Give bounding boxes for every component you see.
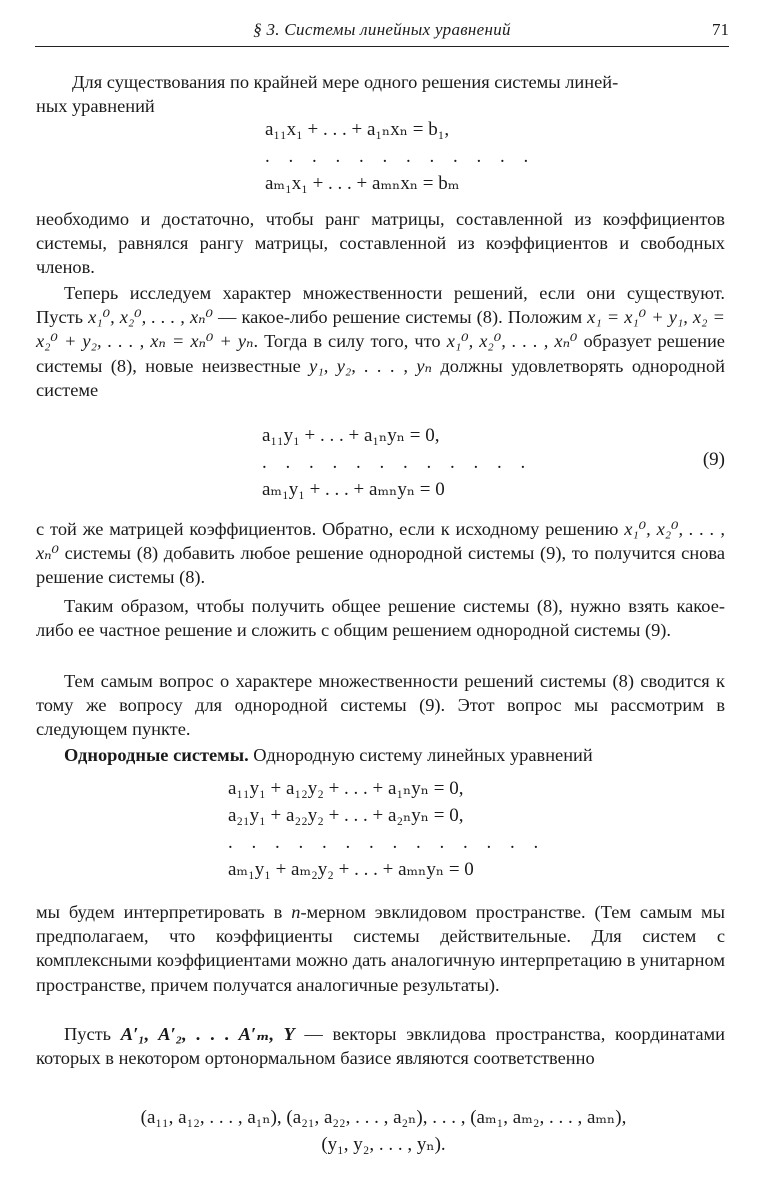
text-fragment: Теперь исследуем характер множественности решений, если они существуют. Пусть: [36, 283, 725, 328]
equation-row-last: aₘ₁y₁ + . . . + aₘₙyₙ = 0: [262, 479, 445, 500]
coordinate-tuples-row1: (a₁₁, a₁₂, . . . , a₁ₙ), (a₂₁, a₂₂, . . . , a₂ₙ), . . . , (aₘ₁, aₘ₂, . . . , aₘₙ),: [140, 1107, 627, 1128]
paragraph-existence-line2: ных уравнений: [36, 96, 155, 117]
page-number: 71: [712, 20, 729, 39]
equation-system-nonhomogeneous: [265, 116, 535, 197]
text-fragment: Однородную систему линейных уравнений: [253, 745, 593, 765]
section-title: § 3. Системы линейных уравнений: [253, 20, 511, 39]
text-fragment: . Тогда в силу того, что: [253, 331, 441, 352]
equation-system-homogeneous: [262, 422, 532, 503]
paragraph-reduction: Тем самым вопрос о характере множественности решений системы (8) сводится к тому же вопросу для однородной системы (9). Этот вопрос мы рассмотрим в следующем пункте.: [36, 671, 725, 740]
paragraph-vectors: [36, 1022, 725, 1070]
equation-dots-row: . . . . . . . . . . . . . .: [228, 832, 546, 853]
text-fragment: — векторы эвклидова пространства, координатами которых в некотором ортонормальном базисе являются соответственно: [36, 1024, 725, 1069]
equation-number-9: (9): [702, 449, 725, 470]
run-in-heading: Однородные системы.: [64, 745, 249, 765]
equation-row-first: a₁₁y₁ + a₁₂y₂ + . . . + a₁ₙyₙ = 0,: [228, 778, 464, 799]
math-vectors: A′₁, A′₂, . . . A′ₘ, Y: [120, 1024, 295, 1044]
equation-system-homogeneous-full: [228, 775, 545, 883]
running-header: [35, 18, 729, 47]
text-fragment: -мерном эвклидовом пространстве. (Тем самым мы предполагаем, что коэффициенты системы действительные. Для систем с комплексными коэффициентами можно дать аналогичную интерпретацию в унитарном пространстве, причем получатся аналогичные результаты).: [36, 902, 725, 995]
math-substitution: x₁ = x₁⁰ + y₁, x₂ = x₂⁰ + y₂, . . . , xₙ = xₙ⁰ + yₙ: [36, 307, 725, 352]
coordinate-tuples: [70, 1104, 697, 1158]
equation-row-last: aₘ₁y₁ + aₘ₂y₂ + . . . + aₘₙyₙ = 0: [228, 859, 474, 880]
paragraph-existence: [36, 70, 725, 118]
paragraph-existence-line1: Для существования по крайней мере одного решения системы линей-: [72, 72, 619, 92]
paragraph-euclidean-interpretation: [36, 900, 725, 997]
equation-dots-row: . . . . . . . . . . . .: [265, 146, 536, 167]
paragraph-solution-structure: [36, 281, 725, 402]
text-fragment: мы будем интерпретировать в: [36, 902, 283, 922]
paragraph-general-solution: Таким образом, чтобы получить общее решение системы (8), нужно взять какое-либо ее частное решение и сложить с общим решением однородной системы (9).: [36, 596, 725, 641]
text-fragment: системы (8) добавить любое решение однородной системы (9), то получится снова решение системы (8).: [36, 543, 725, 588]
math-n: n: [291, 902, 301, 922]
coordinate-tuples-row2: (y₁, y₂, . . . , yₙ).: [321, 1134, 446, 1155]
math-x0-sequence: x₁⁰, x₂⁰, . . . , xₙ⁰: [36, 519, 725, 564]
text-fragment: — какое-либо решение системы (8). Положим: [218, 307, 583, 328]
text-fragment: с той же матрицей коэффициентов. Обратно, если к исходному решению: [36, 519, 619, 539]
equation-row-last: aₘ₁x₁ + . . . + aₘₙxₙ = bₘ: [265, 173, 460, 194]
paragraph-homogeneous-heading: [36, 743, 725, 767]
paragraph-matrix-same: [36, 517, 725, 590]
text-fragment: образует решение системы (8), новые неизвестные: [36, 331, 725, 376]
math-y-sequence: y₁, y₂, . . . , yₙ: [309, 355, 432, 376]
text-fragment: Пусть: [64, 1024, 112, 1044]
equation-row-first: a₁₁y₁ + . . . + a₁ₙyₙ = 0,: [262, 425, 440, 446]
text-fragment: должны удовлетворять однородной системе: [36, 355, 725, 400]
equation-dots-row: . . . . . . . . . . . .: [262, 452, 533, 473]
paragraph-rank-condition: необходимо и достаточно, чтобы ранг матрицы, составленной из коэффициентов системы, равнялся рангу матрицы, составленной из коэффициентов и свободных членов.: [36, 209, 725, 278]
equation-row-first: a₁₁x₁ + . . . + a₁ₙxₙ = b₁,: [265, 119, 450, 140]
equation-row-second: a₂₁y₁ + a₂₂y₂ + . . . + a₂ₙyₙ = 0,: [228, 805, 464, 826]
math-x0-sequence: x₁⁰, x₂⁰, . . . , xₙ⁰: [446, 331, 578, 352]
math-x0-sequence: x₁⁰, x₂⁰, . . . , xₙ⁰: [88, 307, 213, 328]
